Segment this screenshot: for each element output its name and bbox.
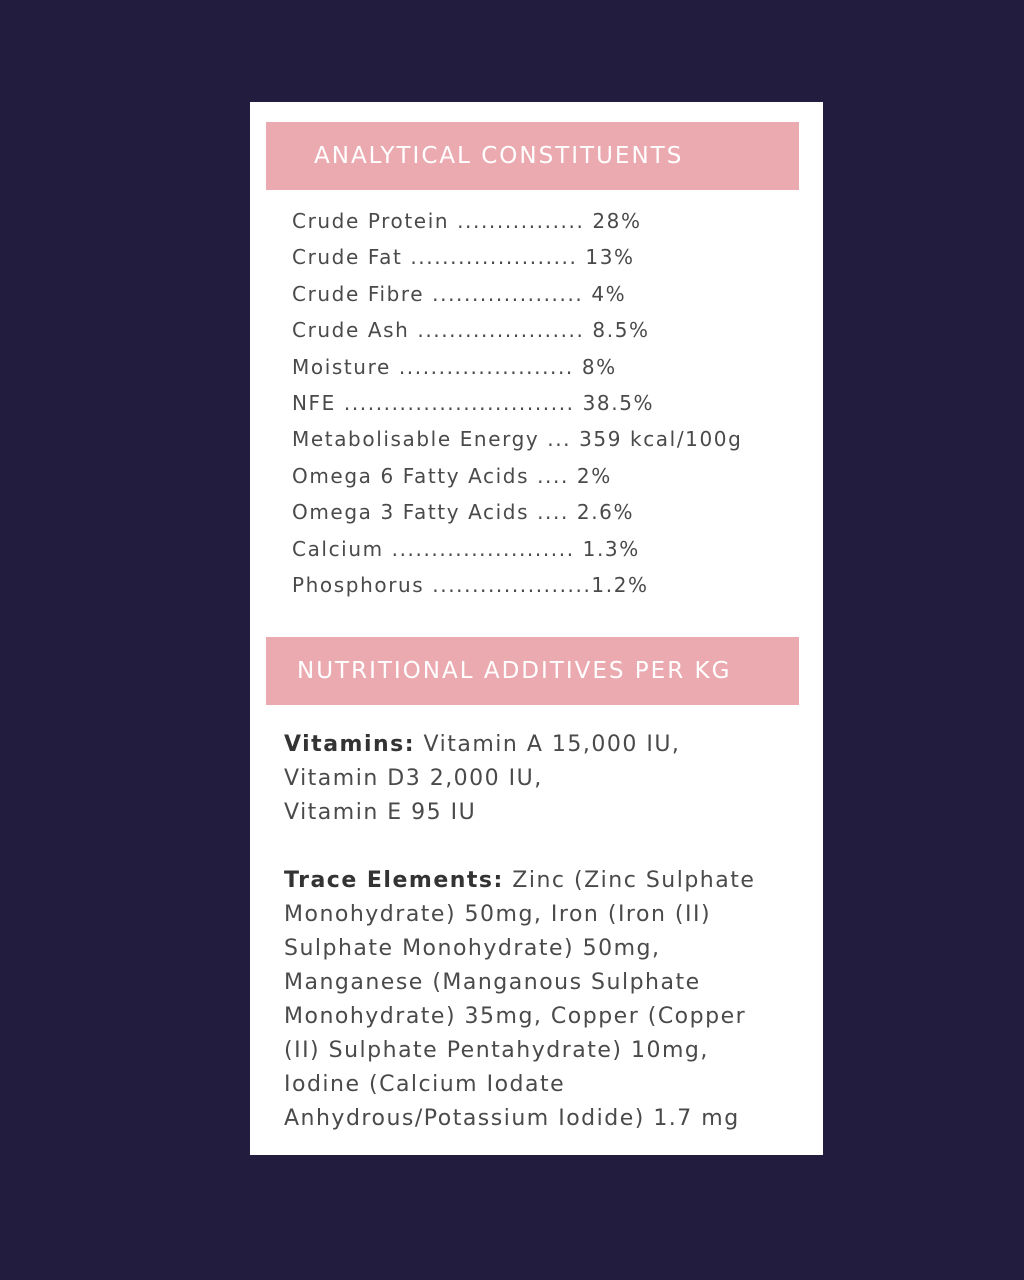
trace-elements-line-4: Manganese (Manganous Sulphate [284, 970, 701, 995]
trace-elements-line-7: Iodine (Calcium Iodate [284, 1072, 566, 1097]
vitamins-label: Vitamins: [284, 732, 416, 757]
nutrition-label-card [250, 102, 823, 1155]
constituent-moisture: Moisture ...................... 8% [292, 354, 617, 379]
vitamins-line-3: Vitamin E 95 IU [284, 800, 477, 825]
nutritional-additives-body [284, 728, 819, 1136]
trace-elements-text: Zinc (Zinc Sulphate [503, 868, 756, 893]
nutritional-additives-header: NUTRITIONAL ADDITIVES PER KG [266, 637, 799, 705]
constituent-nfe: NFE ............................. 38.5% [292, 390, 655, 415]
constituent-phosphorus: Phosphorus ....................1.2% [292, 572, 649, 597]
analytical-constituents-header: ANALYTICAL CONSTITUENTS [266, 122, 799, 190]
vitamins-line-1 [284, 728, 819, 762]
trace-elements-label: Trace Elements: [284, 868, 504, 893]
trace-elements-line-1 [284, 864, 819, 898]
vitamins-line-2: Vitamin D3 2,000 IU, [284, 766, 543, 791]
trace-elements-line-3: Sulphate Monohydrate) 50mg, [284, 936, 661, 961]
trace-elements-line-6: (II) Sulphate Pentahydrate) 10mg, [284, 1038, 709, 1063]
trace-elements-line-2: Monohydrate) 50mg, Iron (Iron (II) [284, 902, 712, 927]
analytical-constituents-list [292, 203, 817, 603]
trace-elements-line-8: Anhydrous/Potassium Iodide) 1.7 mg [284, 1106, 740, 1131]
constituent-crude-ash: Crude Ash ..................... 8.5% [292, 318, 650, 343]
constituent-crude-fat: Crude Fat ..................... 13% [292, 245, 635, 270]
constituent-metabolisable-energy: Metabolisable Energy ... 359 kcal/100g [292, 427, 743, 452]
constituent-omega-3: Omega 3 Fatty Acids .... 2.6% [292, 500, 635, 525]
constituent-crude-protein: Crude Protein ................ 28% [292, 209, 642, 233]
vitamins-text: Vitamin A 15,000 IU, [415, 732, 681, 757]
constituent-omega-6: Omega 6 Fatty Acids .... 2% [292, 463, 612, 488]
paragraph-gap [284, 830, 819, 864]
trace-elements-line-5: Monohydrate) 35mg, Copper (Copper [284, 1004, 747, 1029]
constituent-crude-fibre: Crude Fibre ................... 4% [292, 281, 627, 306]
constituent-calcium: Calcium ....................... 1.3% [292, 536, 640, 561]
